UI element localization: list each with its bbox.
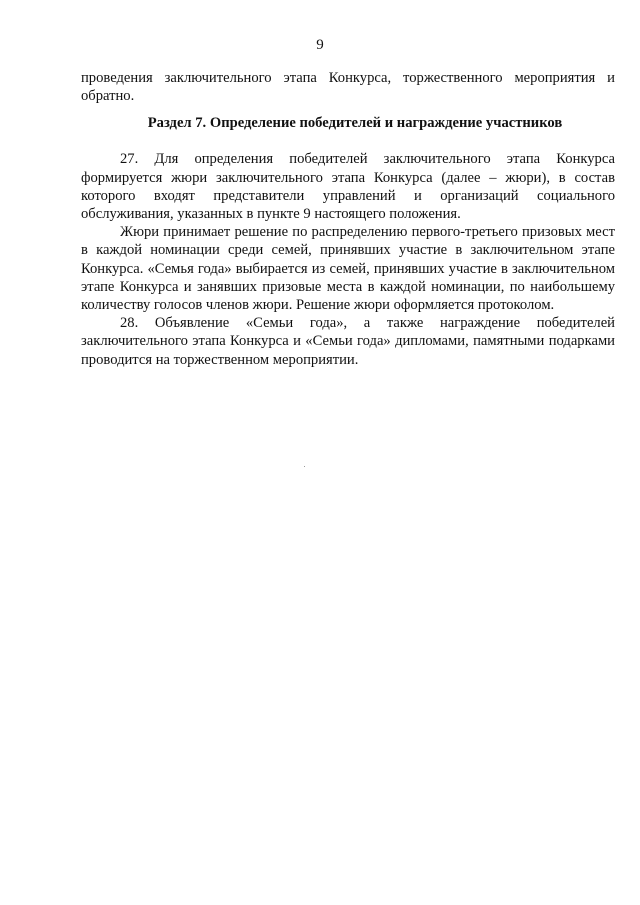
paragraph-27: 27. Для определения победителей заключительного этапа Конкурса формируется жюри заключительного этапа Конкурса (далее – жюри), в состав которого входят представители управлений и организаций социального обслуживания, указанных в пункте 9 настоящего положения. xyxy=(81,151,615,223)
section-heading: Раздел 7. Определение победителей и награждение участников xyxy=(147,115,563,132)
scan-artifact-dot xyxy=(304,466,305,467)
page-number: 9 xyxy=(316,37,324,53)
paragraph-jury-decision: Жюри принимает решение по распределению первого-третьего призовых мест в каждой номинации среди семей, принявших участие в заключительном этапе Конкурса. «Семья года» выбирается из семей, принявших участие в заключительном этапе Конкурса и занявших призовые места в каждой номинации, по наибольшему количеству голосов членов жюри. Решение жюри оформляется протоколом. xyxy=(81,224,615,314)
document-body xyxy=(81,69,615,369)
intro-continuation-paragraph: проведения заключительного этапа Конкурса, торжественного мероприятия и обратно. xyxy=(81,70,615,105)
paragraph-28: 28. Объявление «Семьи года», а также награждение победителей заключительного этапа Конкурса и «Семьи года» дипломами, памятными подарками проводится на торжественном мероприятии. xyxy=(81,315,615,368)
